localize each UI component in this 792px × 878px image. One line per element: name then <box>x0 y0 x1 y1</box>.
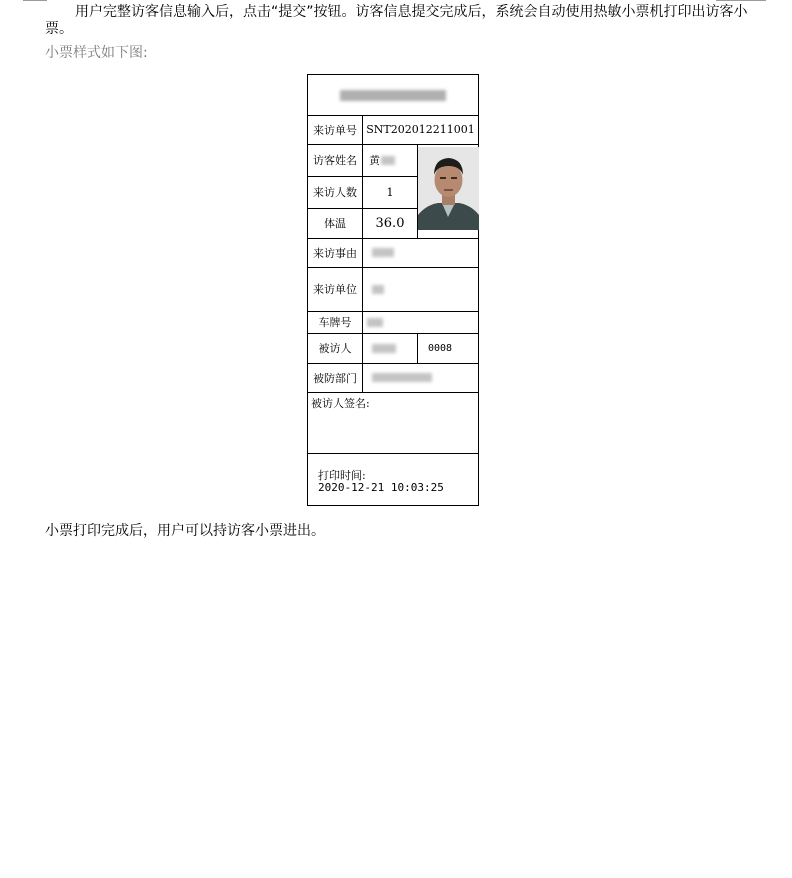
ticket-caption: 小票样式如下图: <box>45 45 148 61</box>
temp-label: 体温 <box>324 217 346 230</box>
company-value-blurred <box>363 267 478 311</box>
reason-value-blurred <box>363 238 478 267</box>
host-label: 被访人 <box>318 342 352 355</box>
visitor-ticket <box>307 74 479 506</box>
count-label: 来访人数 <box>313 186 357 199</box>
company-label: 来访单位 <box>313 283 357 296</box>
header-rule-right <box>716 0 766 1</box>
host-name-blurred <box>363 333 417 363</box>
name-label: 访客姓名 <box>313 154 357 167</box>
plate-value-blurred <box>363 311 478 333</box>
name-value: 黄 <box>363 144 417 176</box>
visit-no-label: 来访单号 <box>313 123 357 137</box>
plate-label: 车牌号 <box>318 316 352 329</box>
visitor-photo <box>418 147 479 230</box>
host-code: 0008 <box>428 342 453 354</box>
dept-value-blurred <box>363 363 478 392</box>
intro-paragraph: 用户完整访客信息输入后，点击“提交”按钮。访客信息提交完成后，系统会自动使用热敏小票机打印出访客小票。 <box>45 4 748 37</box>
reason-label: 来访事由 <box>313 246 357 260</box>
header-rule-left <box>23 0 47 1</box>
print-time-label: 打印时间: <box>318 469 366 482</box>
count-value: 1 <box>386 185 394 199</box>
print-time-value: 2020-12-21 10:03:25 <box>318 481 444 494</box>
closing-paragraph: 小票打印完成后，用户可以持访客小票进出。 <box>45 523 325 539</box>
dept-label: 被防部门 <box>313 371 357 385</box>
ticket-header-blurred <box>308 75 478 115</box>
signature-label: 被访人签名: <box>311 397 370 410</box>
temp-value: 36.0 <box>375 215 405 231</box>
visit-no-value: SNT202012211001 <box>366 123 475 136</box>
